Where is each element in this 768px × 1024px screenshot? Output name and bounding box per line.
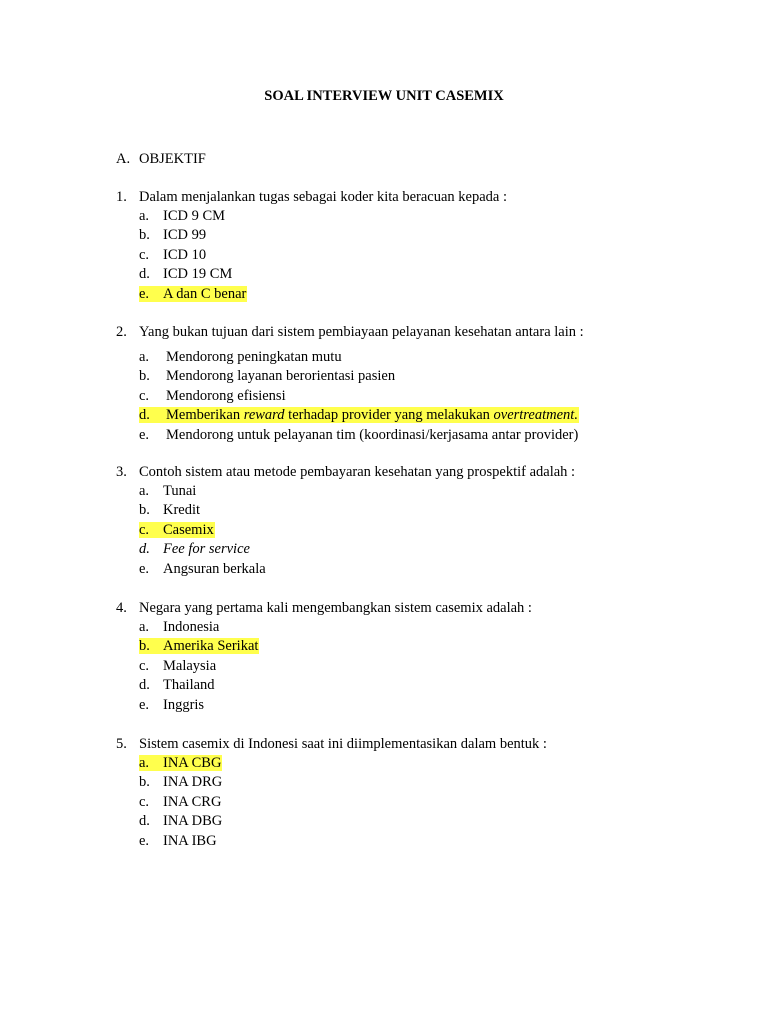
question-2 [116,322,584,445]
option-text: INA DRG [163,774,223,791]
option-letter: d. [139,813,150,830]
option-text: Tunai [163,483,197,499]
option-letter: c. [139,657,150,674]
question-number: 4. [116,600,127,616]
question-prompt: Negara yang pertama kali mengembangkan sistem casemix adalah : [139,600,532,616]
question-prompt: Sistem casemix di Indonesi saat ini diimplementasikan dalam bentuk : [139,736,547,752]
option-e-answer [116,285,507,304]
option-letter: e. [139,696,150,713]
question-text [116,734,547,754]
option-e [116,696,532,715]
option-text: INA CRG [163,793,222,810]
option-text: Malaysia [163,657,217,674]
option-text: ICD 99 [163,227,207,244]
answer-highlight [139,755,222,771]
option-text: INA CBG [163,755,222,771]
option-letter: b. [139,227,150,244]
option-letter: b. [139,502,150,519]
option-text: Mendorong peningkatan mutu [166,349,342,365]
option-letter: e. [139,426,150,443]
option-list [116,482,575,579]
question-text [116,187,507,207]
option-a [116,348,584,367]
option-letter: d. [139,677,150,694]
option-b-answer [116,637,532,656]
question-prompt: Contoh sistem atau metode pembayaran kesehatan yang prospektif adalah : [139,464,576,480]
option-letter: c. [139,521,150,538]
option-letter: b. [139,638,150,655]
option-letter: d. [139,407,150,424]
option-text: Casemix [163,521,214,538]
section-label: OBJEKTIF [139,151,206,167]
question-text [116,598,532,618]
option-letter: e. [139,285,150,302]
question-text [116,462,575,482]
question-prompt: Dalam menjalankan tugas sebagai koder kita beracuan kepada : [139,189,507,205]
option-text: Thailand [163,677,215,694]
question-4 [116,598,532,715]
option-text: INA IBG [163,832,217,849]
option-a [116,482,575,501]
question-5 [116,734,547,851]
document-title: SOAL INTERVIEW UNIT CASEMIX [264,88,504,104]
option-text: Indonesia [163,619,220,635]
option-text-italic: overtreatment. [493,407,578,424]
option-d [116,540,575,559]
option-letter: d. [139,541,150,558]
option-letter: e. [139,560,150,577]
option-text-italic: reward [243,407,285,424]
option-d [116,812,547,831]
option-text: Angsuran berkala [163,560,266,577]
option-letter: c. [139,387,150,404]
option-text: Memberikan [166,407,244,424]
option-c-answer [116,521,575,540]
option-letter: a. [139,483,150,499]
option-text: ICD 10 [163,246,207,263]
section-letter: A. [116,151,131,167]
option-a [116,207,507,226]
option-letter: a. [139,208,150,224]
option-d-answer [116,406,584,425]
option-b [116,501,575,520]
option-e [116,832,547,851]
option-text: Kredit [163,502,201,519]
question-prompt: Yang bukan tujuan dari sistem pembiayaan pelayanan kesehatan antara lain : [139,324,584,340]
option-letter: c. [139,246,150,263]
option-a [116,618,532,637]
option-text: A dan C benar [163,285,247,302]
option-a-answer [116,754,547,773]
option-e [116,560,575,579]
answer-highlight [139,286,247,302]
option-e [116,426,584,445]
option-b [116,226,507,245]
question-number: 2. [116,324,127,340]
option-letter: b. [139,774,150,791]
question-text [116,322,584,342]
option-text: Inggris [163,696,205,713]
option-c [116,793,547,812]
answer-highlight [139,638,259,654]
question-number: 1. [116,189,127,205]
option-list [116,348,584,445]
option-text: Fee for service [163,541,250,558]
option-text: terhadap provider yang melakukan [284,407,494,424]
option-d [116,265,507,284]
option-letter: a. [139,349,150,365]
option-c [116,246,507,265]
option-text: Mendorong untuk pelayanan tim (koordinasi/kerjasama antar provider) [166,426,579,443]
option-c [116,387,584,406]
option-text: Amerika Serikat [163,638,259,655]
option-b [116,773,547,792]
option-text: Mendorong layanan berorientasi pasien [166,368,396,385]
option-letter: b. [139,368,150,385]
option-list [116,754,547,851]
option-b [116,367,584,386]
question-3 [116,462,575,579]
option-text: ICD 19 CM [163,266,233,283]
option-letter: a. [139,755,150,771]
question-number: 3. [116,464,127,480]
option-text: Mendorong efisiensi [166,387,286,404]
option-list [116,207,507,304]
answer-highlight [139,407,579,423]
option-list [116,618,532,715]
option-d [116,676,532,695]
option-letter: d. [139,266,150,283]
option-letter: c. [139,793,150,810]
answer-highlight [139,522,215,538]
section-heading [116,149,206,169]
option-text: INA DBG [163,813,223,830]
question-1 [116,187,507,304]
option-c [116,657,532,676]
option-text: ICD 9 CM [163,208,226,224]
question-number: 5. [116,736,127,752]
option-letter: a. [139,619,150,635]
option-letter: e. [139,832,150,849]
